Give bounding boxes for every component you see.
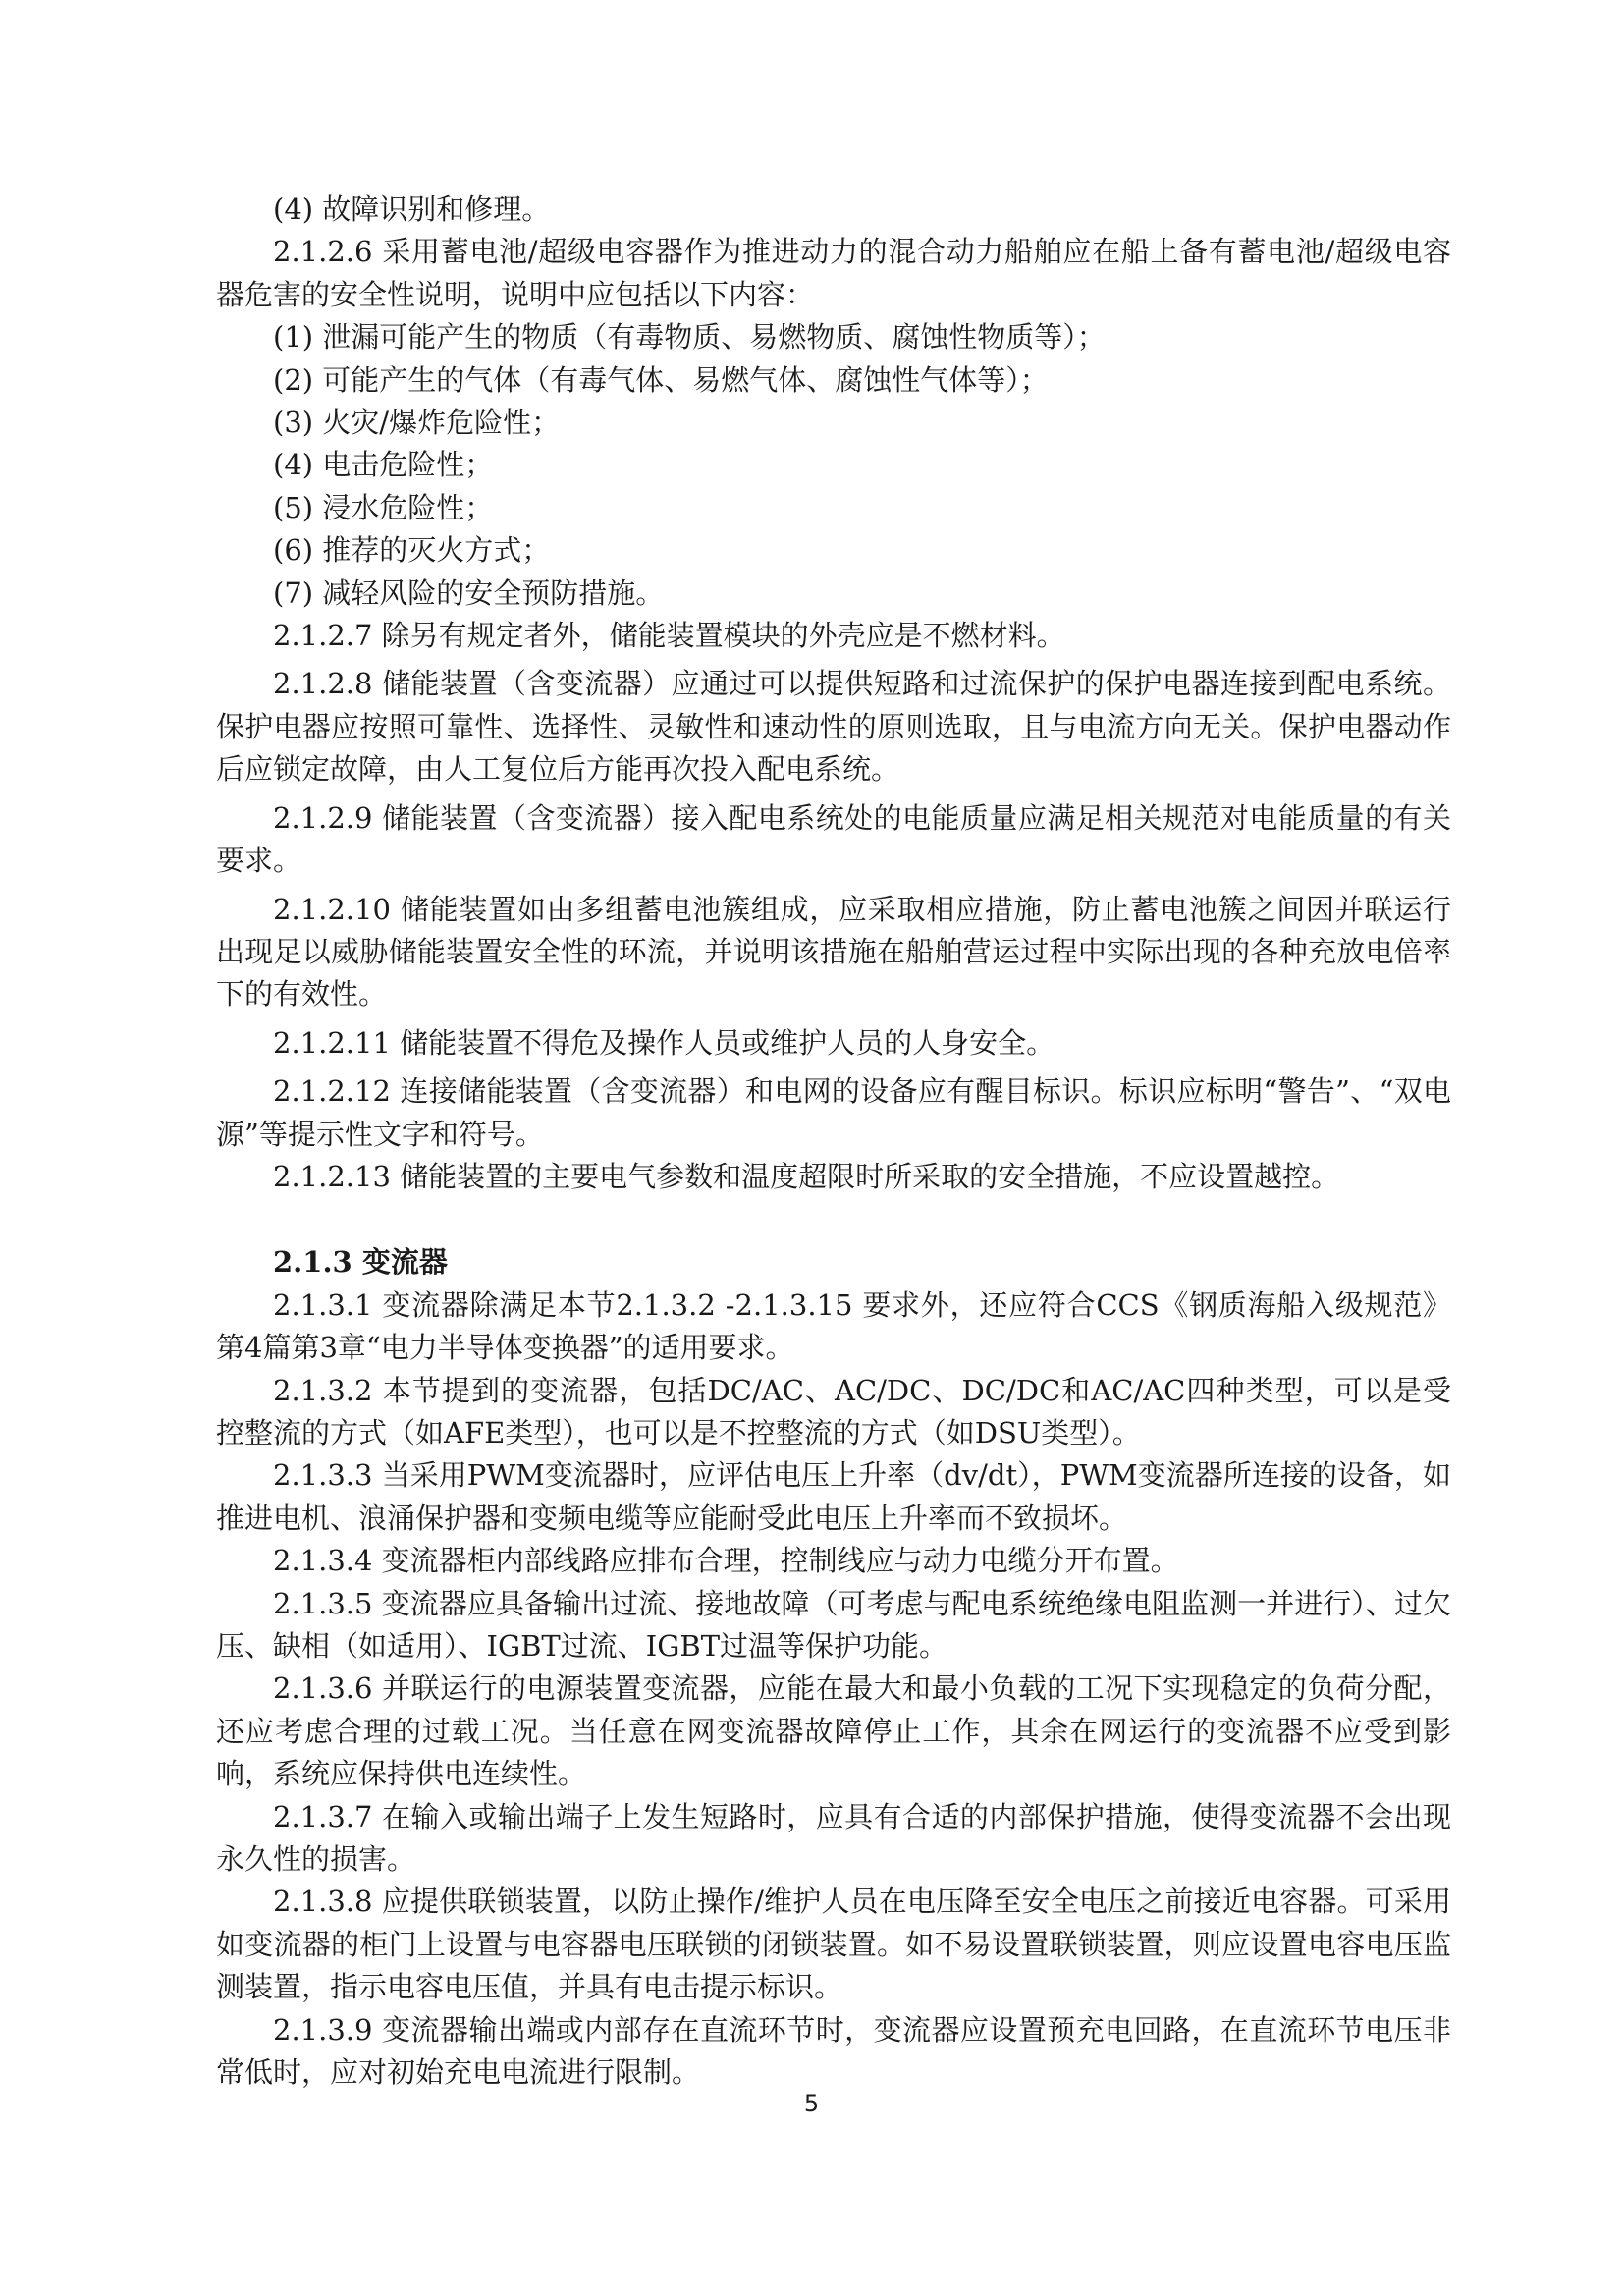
clause-2-1-2-13: 2.1.2.13 储能装置的主要电气参数和温度超限时所采取的安全措施，不应设置越控。 xyxy=(273,1159,1340,1193)
clause-2-1-2-10: 2.1.2.10 储能装置如由多组蓄电池簇组成，应采取相应措施，防止蓄电池簇之间因并联运行出现足以威胁储能装置安全性的环流，并说明该措施在船舶营运过程中实际出现的各种充放电倍率下的有效性。 xyxy=(216,892,1451,1011)
hazard-item: (4) 电击危险性； xyxy=(273,448,494,482)
clause-2-1-3-5: 2.1.3.5 变流器应具备输出过流、接地故障（可考虑与配电系统绝缘电阻监测一并进行）、过欠压、缺相（如适用）、IGBT过流、IGBT过温等保护功能。 xyxy=(216,1586,1451,1663)
hazard-item: (2) 可能产生的气体（有毒气体、易燃气体、腐蚀性气体等）； xyxy=(273,362,1049,397)
clause-2-1-3-2: 2.1.3.2 本节提到的变流器，包括DC/AC、AC/DC、DC/DC和AC/AC四种类型，可以是受控整流的方式（如AFE类型），也可以是不控整流的方式（如DSU类型）。 xyxy=(216,1373,1451,1449)
clause-2-1-3-7: 2.1.3.7 在输入或输出端子上发生短路时，应具有合适的内部保护措施，使得变流器不会出现永久性的损害。 xyxy=(216,1799,1451,1877)
section-heading: 2.1.3 变流器 xyxy=(273,1245,448,1280)
clause-2-1-3-1: 2.1.3.1 变流器除满足本节2.1.3.2 -2.1.3.15 要求外，还应符合CCS《钢质海船入级规范》第4篇第3章“电力半导体变换器”的适用要求。 xyxy=(216,1287,1451,1365)
clause-2-1-2-12: 2.1.2.12 连接储能装置（含变流器）和电网的设备应有醒目标识。标识应标明“警告”、“双电源”等提示性文字和符号。 xyxy=(216,1074,1451,1151)
clause-2-1-2-9: 2.1.2.9 储能装置（含变流器）接入配电系统处的电能质量应满足相关规范对电能质量的有关要求。 xyxy=(216,800,1451,878)
hazard-list xyxy=(216,316,1451,615)
clause-2-1-3-4: 2.1.3.4 变流器柜内部线路应排布合理，控制线应与动力电缆分开布置。 xyxy=(273,1544,1179,1578)
clause-2-1-3-3: 2.1.3.3 当采用PWM变流器时，应评估电压上升率（dv/dt），PWM变流器所连接的设备，如推进电机、浪涌保护器和变频电缆等应能耐受此电压上升率而不致损坏。 xyxy=(216,1458,1451,1535)
clause-2-1-2-8: 2.1.2.8 储能装置（含变流器）应通过可以提供短路和过流保护的保护电器连接到配电系统。保护电器应按照可靠性、选择性、灵敏性和速动性的原则选取，且与电流方向无关。保护电器动作后应锁定故障，由人工复位后方能再次投入配电系统。 xyxy=(216,667,1451,787)
hazard-item: (6) 推荐的灭火方式； xyxy=(273,533,551,568)
clause-2-1-2-11: 2.1.2.11 储能装置不得危及操作人员或维护人员的人身安全。 xyxy=(273,1025,1055,1060)
list-item-fault-repair: (4) 故障识别和修理。 xyxy=(273,192,551,226)
hazard-item: (7) 减轻风险的安全预防措施。 xyxy=(273,575,665,610)
page-body xyxy=(216,189,1451,2094)
page-number: 5 xyxy=(803,2090,820,2117)
hazard-item: (3) 火灾/爆炸危险性； xyxy=(273,406,561,440)
clause-2-1-2-6: 2.1.2.6 采用蓄电池/超级电容器作为推进动力的混合动力船舶应在船上备有蓄电池/超级电容器危害的安全性说明，说明中应包括以下内容： xyxy=(216,235,1451,311)
clause-2-1-3-9: 2.1.3.9 变流器输出端或内部存在直流环节时，变流器应设置预充电回路，在直流环节电压非常低时，应对初始充电电流进行限制。 xyxy=(216,2012,1451,2090)
hazard-item: (1) 泄漏可能产生的物质（有毒物质、易燃物质、腐蚀性物质等）； xyxy=(273,320,1106,355)
hazard-item: (5) 浸水危险性； xyxy=(273,490,494,524)
clause-2-1-3-6: 2.1.3.6 并联运行的电源装置变流器，应能在最大和最小负载的工况下实现稳定的负荷分配，还应考虑合理的过载工况。当任意在网变流器故障停止工作，其余在网运行的变流器不应受到影响，系统应保持供电连续性。 xyxy=(216,1671,1451,1791)
clause-2-1-3-8: 2.1.3.8 应提供联锁装置，以防止操作/维护人员在电压降至安全电压之前接近电容器。可采用如变流器的柜门上设置与电容器电压联锁的闭锁装置。如不易设置联锁装置，则应设置电容电压监测装置，指示电容电压值，并具有电击提示标识。 xyxy=(216,1885,1451,2004)
clause-2-1-2-7: 2.1.2.7 除另有规定者外，储能装置模块的外壳应是不燃材料。 xyxy=(273,619,1065,653)
